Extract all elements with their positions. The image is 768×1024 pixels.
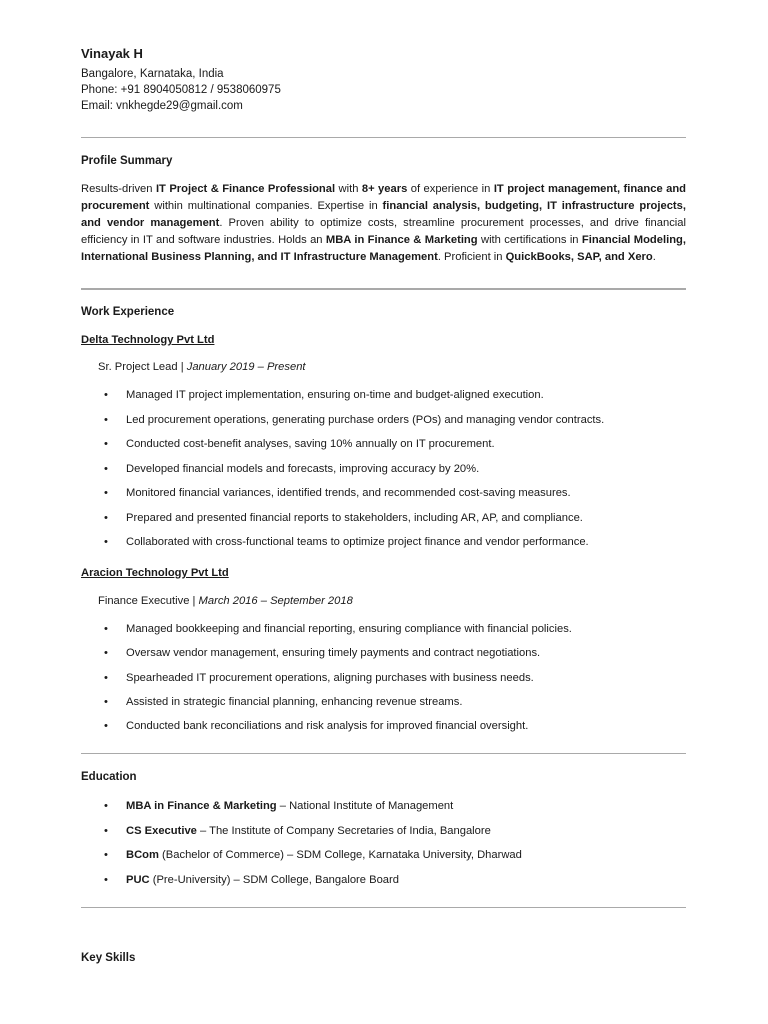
- institution: – National Institute of Management: [276, 800, 454, 812]
- institution: – The Institute of Company Secretaries of India, Bangalore: [196, 824, 491, 837]
- list-item: Assisted in strategic financial planning, enhancing revenue streams.: [126, 695, 463, 708]
- divider: [81, 907, 686, 908]
- company-name: Delta Technology Pvt Ltd: [81, 334, 215, 346]
- summary-highlight: IT project management, finance and procurement: [81, 183, 686, 212]
- institution: (Bachelor of Commerce) – SDM College, Karnataka University, Dharwad: [158, 849, 522, 861]
- bullet-icon: •: [104, 438, 108, 450]
- key-skills-title: Key Skills: [81, 952, 136, 964]
- divider: [81, 288, 686, 290]
- list-item: Prepared and presented financial reports to stakeholders, including AR, AP, and compliance.: [126, 511, 583, 524]
- job-role: [98, 361, 306, 373]
- divider: [81, 753, 686, 754]
- summary-highlight: financial analysis, budgeting, IT infrastructure projects, and vendor management: [81, 200, 686, 229]
- job-dates: March 2016 – September 2018: [198, 595, 353, 607]
- summary-text: .: [652, 251, 656, 263]
- list-item: Managed bookkeeping and financial reporting, ensuring compliance with financial policies.: [126, 623, 572, 635]
- degree-name: CS Executive: [126, 824, 197, 837]
- bullet-icon: •: [104, 671, 108, 684]
- summary-highlight: IT Project & Finance Professional: [155, 183, 336, 195]
- summary-highlight: 8+ years: [361, 183, 408, 195]
- degree-name: BCom: [126, 849, 159, 861]
- summary-highlight: MBA in Finance & Marketing: [325, 234, 478, 246]
- phone: Phone: +91 8904050812 / 9538060975: [81, 84, 281, 96]
- bullet-icon: •: [104, 800, 108, 812]
- list-item: Conducted bank reconciliations and risk analysis for improved financial oversight.: [126, 720, 529, 733]
- list-item: [126, 874, 399, 886]
- list-item: Monitored financial variances, identified trends, and recommended cost-saving measures.: [126, 487, 571, 499]
- summary-text: Results-driven: [81, 183, 156, 195]
- summary-highlight: QuickBooks, SAP, and Xero: [505, 251, 653, 263]
- list-item: [126, 849, 522, 861]
- company-name: Aracion Technology Pvt Ltd: [81, 567, 229, 579]
- list-item: Developed financial models and forecasts, improving accuracy by 20%.: [126, 462, 480, 475]
- list-item: Led procurement operations, generating purchase orders (POs) and managing vendor contracts.: [126, 413, 605, 426]
- bullet-icon: •: [104, 536, 108, 548]
- divider: [81, 137, 686, 138]
- job-dates: January 2019 – Present: [186, 361, 306, 373]
- job-role: [98, 595, 353, 607]
- institution: (Pre-University) – SDM College, Bangalore Board: [149, 873, 399, 886]
- degree-name: MBA in Finance & Marketing: [126, 800, 277, 812]
- list-item: Oversaw vendor management, ensuring timely payments and contract negotiations.: [126, 647, 541, 660]
- summary-text: within multinational companies. Expertise in: [149, 200, 383, 212]
- profile-summary-title: Profile Summary: [81, 155, 173, 167]
- job-title: Finance Executive |: [98, 595, 199, 607]
- list-item: Managed IT project implementation, ensuring on-time and budget-aligned execution.: [126, 389, 544, 401]
- profile-summary-text: [81, 181, 686, 266]
- bullet-icon: •: [104, 873, 108, 886]
- education-title: Education: [81, 771, 137, 783]
- work-experience-title: Work Experience: [81, 306, 175, 318]
- bullet-icon: •: [104, 462, 108, 475]
- candidate-name: Vinayak H: [81, 46, 143, 61]
- list-item: Conducted cost-benefit analyses, saving 10% annually on IT procurement.: [126, 438, 495, 450]
- bullet-icon: •: [104, 623, 108, 635]
- location: Bangalore, Karnataka, India: [81, 68, 224, 80]
- bullet-icon: •: [104, 695, 108, 708]
- bullet-icon: •: [104, 413, 108, 426]
- summary-text: . Proven ability to optimize costs, streamline procurement processes, and drive financial efficiency in IT and software industries. Holds an: [81, 217, 686, 246]
- summary-text: . Proficient in: [437, 251, 506, 263]
- summary-text: with: [335, 183, 362, 195]
- summary-text: of experience in: [407, 183, 494, 195]
- list-item: [126, 800, 453, 812]
- list-item: Spearheaded IT procurement operations, aligning purchases with business needs.: [126, 671, 534, 684]
- bullet-icon: •: [104, 511, 108, 524]
- bullet-icon: •: [104, 849, 108, 861]
- bullet-icon: •: [104, 824, 108, 837]
- summary-highlight: Financial Modeling, International Business Planning, and IT Infrastructure Management: [81, 234, 686, 263]
- bullet-icon: •: [104, 487, 108, 499]
- list-item: Collaborated with cross-functional teams to optimize project finance and vendor performance.: [126, 536, 589, 548]
- degree-name: PUC: [126, 873, 150, 886]
- bullet-icon: •: [104, 389, 108, 401]
- bullet-icon: •: [104, 720, 108, 733]
- list-item: [126, 825, 491, 837]
- summary-text: with certifications in: [477, 234, 582, 246]
- bullet-icon: •: [104, 647, 108, 660]
- email: Email: vnkhegde29@gmail.com: [81, 100, 243, 112]
- job-title: Sr. Project Lead |: [98, 361, 187, 373]
